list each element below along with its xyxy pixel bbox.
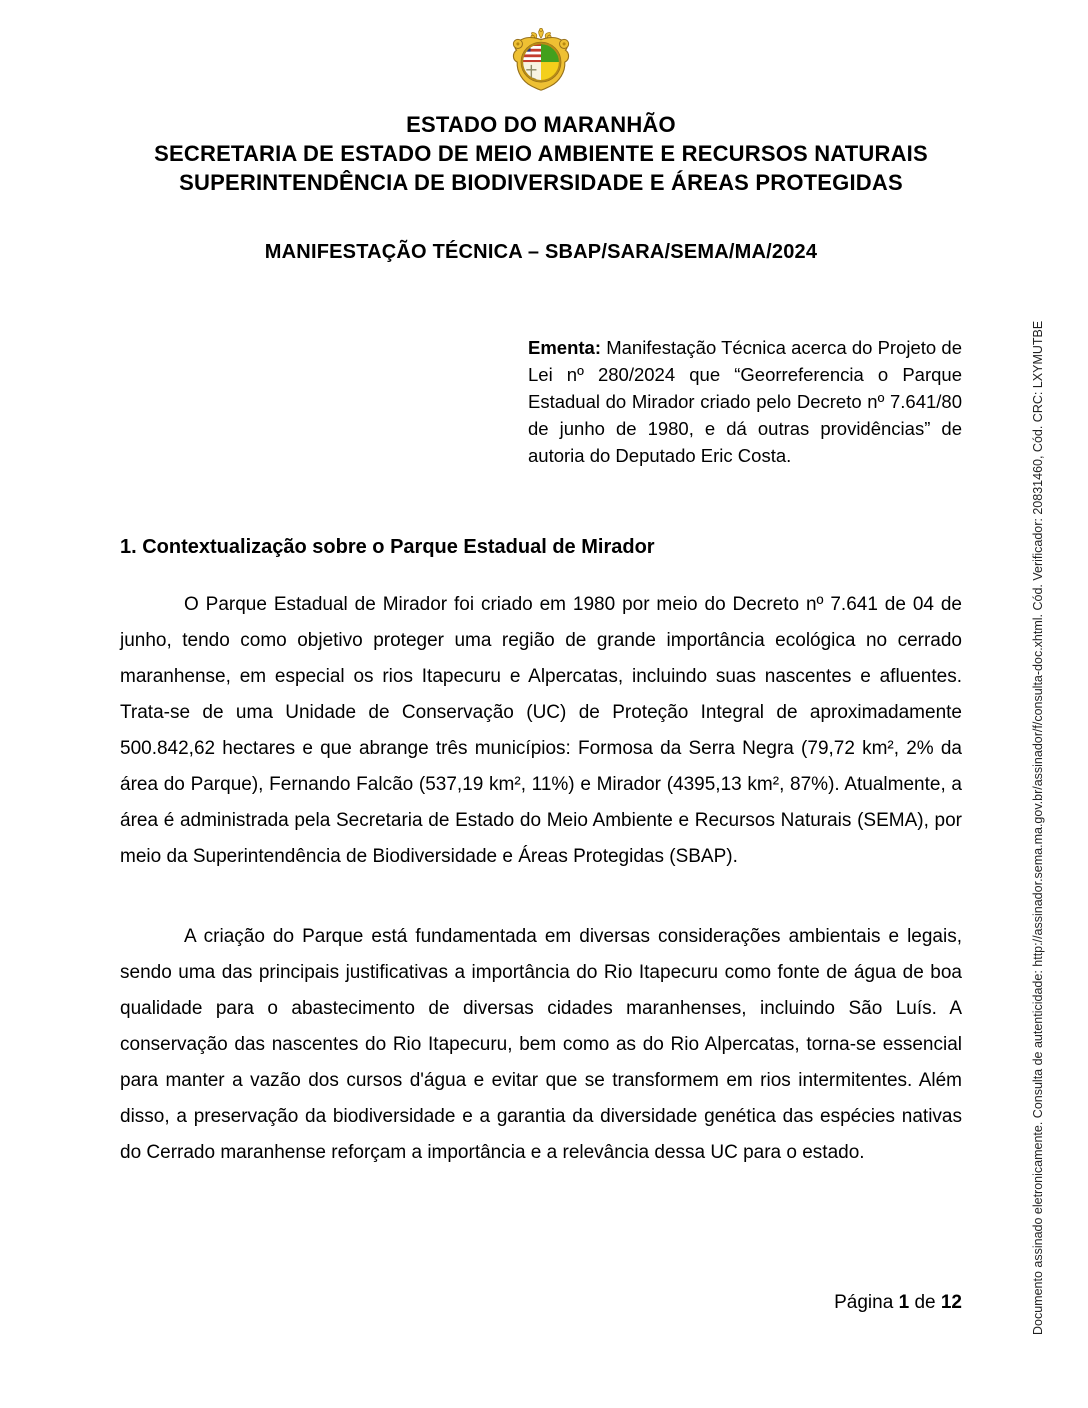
ementa-text: Manifestação Técnica acerca do Projeto de Lei nº 280/2024 que “Georreferencia o Parque Estadual do Mirador criado pelo Decreto nº 7.641/80 de junho de 1980, e dá outras providências” de autoria do Deputado Eric Costa. — [528, 337, 962, 466]
org-line-secretaria: SECRETARIA DE ESTADO DE MEIO AMBIENTE E RECURSOS NATURAIS — [154, 141, 928, 166]
org-header — [120, 110, 962, 197]
section-1-heading: 1. Contextualização sobre o Parque Estadual de Mirador — [120, 536, 655, 558]
page-number-total: 12 — [940, 1292, 962, 1313]
ementa-label: Ementa: — [528, 337, 601, 358]
page-number-current: 1 — [898, 1292, 910, 1313]
document-title: MANIFESTAÇÃO TÉCNICA – SBAP/SARA/SEMA/MA/2024 — [264, 241, 818, 263]
document-content — [120, 0, 962, 1408]
page-number-label: Página — [834, 1292, 894, 1313]
org-line-superintendencia: SUPERINTENDÊNCIA DE BIODIVERSIDADE E ÁREAS PROTEGIDAS — [179, 170, 903, 195]
section-1-paragraph-1: O Parque Estadual de Mirador foi criado em 1980 por meio do Decreto nº 7.641 de 04 de junho, tendo como objetivo proteger uma região de grande importância ecológica no cerrado maranhense, em especial os rios Itapecuru e Alpercatas, incluindo suas nascentes e afluentes. Trata-se de uma Unidade de Conservação (UC) de Proteção Integral de aproximadamente 500.842,62 hectares e que abrange três municípios: Formosa da Serra Negra (79,72 km², 2% da área do Parque), Fernando Falcão (537,19 km², 11%) e Mirador (4395,13 km², 87%). Atualmente, a área é administrada pela Secretaria de Estado do Meio Ambiente e Recursos Naturais (SEMA), por meio da Superintendência de Biodiversidade e Áreas Protegidas (SBAP). — [120, 594, 962, 867]
page-number-separator: de — [914, 1292, 936, 1313]
signature-authentication-text: Documento assinado eletronicamente. Consulta de autenticidade: http://assinador.sema.ma.gov.br/assinador/f/consulta-doc.xhtml. Cód. Verificador: 20831460, Cód. CRC: LXYMUTBE — [1031, 320, 1045, 1335]
maranhao-coat-of-arms-icon — [120, 27, 962, 93]
section-1-paragraph-2: A criação do Parque está fundamentada em diversas considerações ambientais e legais, sendo uma das principais justificativas a importância do Rio Itapecuru como fonte de água de boa qualidade para o abastecimento de diversas cidades maranhenses, incluindo São Luís. A conservação das nascentes do Rio Itapecuru, bem como as do Rio Alpercatas, torna-se essencial para manter a vazão dos cursos d'água e evitar que se transformem em rios intermitentes. Além disso, a preservação da biodiversidade e a garantia da diversidade genética das espécies nativas do Cerrado maranhense reforçam a importância e a relevância dessa UC para o estado. — [120, 926, 962, 1163]
page-number — [120, 1292, 962, 1314]
ementa-block — [528, 334, 962, 469]
org-line-state: ESTADO DO MARANHÃO — [406, 112, 676, 137]
